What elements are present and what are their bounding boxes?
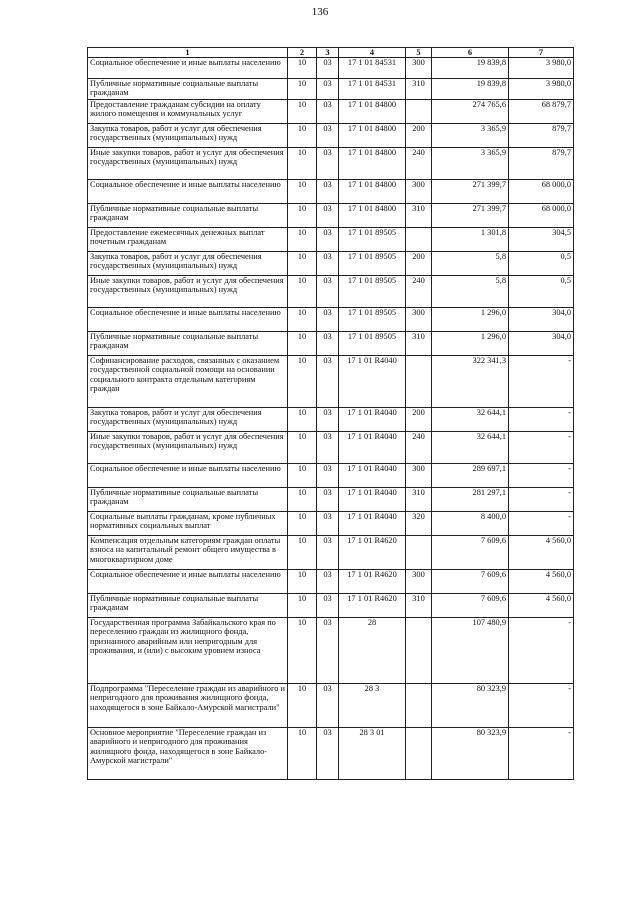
row-amount-federal: 304,0 (509, 332, 574, 356)
row-expense-type: 300 (406, 308, 432, 332)
row-amount-total: 1 301,8 (432, 228, 509, 252)
row-amount-federal: - (509, 408, 574, 432)
row-name: Социальное обеспечение и иные выплаты населению (88, 180, 288, 204)
row-subsection: 03 (317, 512, 339, 536)
row-name: Государственная программа Забайкальского края по переселению граждан из жилищного фонда, признанного аварийным или непригодным для проживания, и (или) с высоким уровнем износа (88, 618, 288, 684)
table-row (88, 276, 574, 308)
row-name: Компенсация отдельным категориям граждан оплаты взноса на капитальный ремонт общего имущества в многоквартирном доме (88, 536, 288, 570)
row-target-article: 17 1 01 89505 (339, 228, 406, 252)
row-section: 10 (288, 618, 317, 684)
row-target-article: 17 1 01 R4620 (339, 570, 406, 594)
row-amount-total: 8 400,0 (432, 512, 509, 536)
row-target-article: 17 1 01 89505 (339, 308, 406, 332)
row-amount-total: 7 609,6 (432, 570, 509, 594)
row-name: Публичные нормативные социальные выплаты гражданам (88, 79, 288, 100)
row-target-article: 17 1 01 84531 (339, 58, 406, 79)
row-subsection: 03 (317, 408, 339, 432)
row-section: 10 (288, 432, 317, 464)
row-section: 10 (288, 100, 317, 124)
table-row (88, 180, 574, 204)
table-row (88, 204, 574, 228)
row-expense-type (406, 356, 432, 408)
row-subsection: 03 (317, 180, 339, 204)
row-amount-federal: 4 560,0 (509, 570, 574, 594)
row-amount-total: 289 697,1 (432, 464, 509, 488)
row-section: 10 (288, 148, 317, 180)
row-expense-type: 240 (406, 148, 432, 180)
row-section: 10 (288, 728, 317, 780)
row-subsection: 03 (317, 148, 339, 180)
row-amount-total: 19 839,8 (432, 58, 509, 79)
row-amount-total: 1 296,0 (432, 308, 509, 332)
row-amount-federal: 4 560,0 (509, 594, 574, 618)
row-subsection: 03 (317, 488, 339, 512)
row-amount-total: 32 644,1 (432, 408, 509, 432)
row-section: 10 (288, 488, 317, 512)
row-target-article: 17 1 01 R4040 (339, 356, 406, 408)
column-header-5: 5 (406, 48, 432, 58)
column-header-6: 6 (432, 48, 509, 58)
row-subsection: 03 (317, 308, 339, 332)
row-target-article: 17 1 01 R4040 (339, 488, 406, 512)
row-name: Подпрограмма "Переселение граждан из аварийного и непригодного для проживания жилищного фонда, находящегося в зоне Байкало-Амурской магистрали" (88, 684, 288, 728)
row-amount-federal: - (509, 512, 574, 536)
row-amount-federal: 879,7 (509, 124, 574, 148)
row-subsection: 03 (317, 594, 339, 618)
row-amount-total: 5,8 (432, 276, 509, 308)
row-amount-federal: - (509, 464, 574, 488)
row-amount-total: 3 365,9 (432, 148, 509, 180)
row-expense-type: 240 (406, 432, 432, 464)
row-amount-total: 80 323,9 (432, 728, 509, 780)
row-subsection: 03 (317, 432, 339, 464)
row-subsection: 03 (317, 356, 339, 408)
table-row (88, 464, 574, 488)
row-target-article: 17 1 01 84800 (339, 100, 406, 124)
row-amount-total: 271 399,7 (432, 204, 509, 228)
row-amount-federal: 879,7 (509, 148, 574, 180)
row-name: Публичные нормативные социальные выплаты гражданам (88, 332, 288, 356)
table-row (88, 148, 574, 180)
row-section: 10 (288, 276, 317, 308)
table-row (88, 432, 574, 464)
row-expense-type: 200 (406, 408, 432, 432)
row-subsection: 03 (317, 570, 339, 594)
row-amount-total: 274 765,6 (432, 100, 509, 124)
row-section: 10 (288, 204, 317, 228)
row-section: 10 (288, 252, 317, 276)
row-subsection: 03 (317, 252, 339, 276)
column-header-4: 4 (339, 48, 406, 58)
table-row (88, 79, 574, 100)
row-expense-type: 200 (406, 252, 432, 276)
row-target-article: 17 1 01 89505 (339, 332, 406, 356)
row-subsection: 03 (317, 204, 339, 228)
row-name: Социальное обеспечение и иные выплаты населению (88, 570, 288, 594)
row-subsection: 03 (317, 276, 339, 308)
row-amount-federal: 304,0 (509, 308, 574, 332)
row-expense-type (406, 536, 432, 570)
table-row (88, 332, 574, 356)
row-section: 10 (288, 570, 317, 594)
row-target-article: 17 1 01 R4620 (339, 594, 406, 618)
page-number: 136 (311, 6, 329, 18)
row-expense-type: 310 (406, 332, 432, 356)
row-name: Публичные нормативные социальные выплаты гражданам (88, 204, 288, 228)
row-amount-total: 271 399,7 (432, 180, 509, 204)
row-name: Иные закупки товаров, работ и услуг для обеспечения государственных (муниципальных) нужд (88, 276, 288, 308)
row-amount-total: 32 644,1 (432, 432, 509, 464)
row-name: Иные закупки товаров, работ и услуг для обеспечения государственных (муниципальных) нужд (88, 432, 288, 464)
column-header-7: 7 (509, 48, 574, 58)
row-subsection: 03 (317, 728, 339, 780)
row-expense-type: 300 (406, 464, 432, 488)
row-subsection: 03 (317, 464, 339, 488)
row-section: 10 (288, 124, 317, 148)
row-amount-total: 1 296,0 (432, 332, 509, 356)
table-row (88, 124, 574, 148)
row-target-article: 28 3 (339, 684, 406, 728)
row-name: Социальные выплаты гражданам, кроме публичных нормативных социальных выплат (88, 512, 288, 536)
row-name: Предоставление ежемесячных денежных выплат почетным гражданам (88, 228, 288, 252)
row-target-article: 28 (339, 618, 406, 684)
row-section: 10 (288, 536, 317, 570)
row-amount-federal: - (509, 618, 574, 684)
row-amount-total: 322 341,3 (432, 356, 509, 408)
row-section: 10 (288, 58, 317, 79)
row-amount-federal: 68 000,0 (509, 180, 574, 204)
row-expense-type: 320 (406, 512, 432, 536)
row-subsection: 03 (317, 124, 339, 148)
row-target-article: 17 1 01 R4040 (339, 408, 406, 432)
table-row (88, 356, 574, 408)
table-row (88, 408, 574, 432)
row-amount-total: 3 365,9 (432, 124, 509, 148)
row-name: Публичные нормативные социальные выплаты гражданам (88, 594, 288, 618)
row-name: Социальное обеспечение и иные выплаты населению (88, 464, 288, 488)
row-name: Социальное обеспечение и иные выплаты населению (88, 308, 288, 332)
row-name: Закупка товаров, работ и услуг для обеспечения государственных (муниципальных) нужд (88, 252, 288, 276)
row-target-article: 17 1 01 84800 (339, 148, 406, 180)
table-row (88, 252, 574, 276)
row-expense-type: 200 (406, 124, 432, 148)
row-target-article: 17 1 01 R4040 (339, 432, 406, 464)
row-section: 10 (288, 408, 317, 432)
row-expense-type (406, 684, 432, 728)
row-name: Софинансирование расходов, связанных с оказанием государственной социальной помощи на основании социального контракта отдельным категориям граждан (88, 356, 288, 408)
row-amount-total: 7 609,6 (432, 536, 509, 570)
row-amount-federal: 304,5 (509, 228, 574, 252)
row-name: Иные закупки товаров, работ и услуг для обеспечения государственных (муниципальных) нужд (88, 148, 288, 180)
table-row (88, 488, 574, 512)
row-amount-total: 107 480,9 (432, 618, 509, 684)
row-section: 10 (288, 512, 317, 536)
table-row (88, 594, 574, 618)
row-expense-type (406, 728, 432, 780)
row-target-article: 17 1 01 89505 (339, 276, 406, 308)
row-target-article: 17 1 01 84800 (339, 204, 406, 228)
row-subsection: 03 (317, 100, 339, 124)
row-expense-type (406, 100, 432, 124)
row-expense-type: 300 (406, 570, 432, 594)
row-subsection: 03 (317, 536, 339, 570)
table-header-row (88, 48, 574, 58)
row-expense-type: 240 (406, 276, 432, 308)
row-target-article: 17 1 01 R4620 (339, 536, 406, 570)
row-expense-type: 310 (406, 488, 432, 512)
row-amount-federal: 68 000,0 (509, 204, 574, 228)
row-expense-type (406, 228, 432, 252)
row-amount-federal: 0,5 (509, 276, 574, 308)
row-expense-type: 310 (406, 594, 432, 618)
row-name: Закупка товаров, работ и услуг для обеспечения государственных (муниципальных) нужд (88, 124, 288, 148)
row-amount-total: 281 297,1 (432, 488, 509, 512)
budget-table (87, 47, 574, 780)
row-section: 10 (288, 594, 317, 618)
row-subsection: 03 (317, 58, 339, 79)
row-target-article: 17 1 01 R4040 (339, 464, 406, 488)
row-amount-total: 5,8 (432, 252, 509, 276)
row-amount-federal: 0,5 (509, 252, 574, 276)
row-expense-type: 300 (406, 180, 432, 204)
row-expense-type: 300 (406, 58, 432, 79)
column-header-3: 3 (317, 48, 339, 58)
row-amount-total: 7 609,6 (432, 594, 509, 618)
row-section: 10 (288, 464, 317, 488)
table-row (88, 728, 574, 780)
row-section: 10 (288, 684, 317, 728)
row-amount-federal: 3 980,0 (509, 79, 574, 100)
row-amount-federal: - (509, 432, 574, 464)
row-subsection: 03 (317, 79, 339, 100)
table-row (88, 536, 574, 570)
row-section: 10 (288, 228, 317, 252)
column-header-1: 1 (88, 48, 288, 58)
row-amount-federal: - (509, 684, 574, 728)
row-name: Основное мероприятие "Переселение граждан из аварийного и непригодного для проживания жилищного фонда, находящегося в зоне Байкало-Амурской магистрали" (88, 728, 288, 780)
row-target-article: 17 1 01 89505 (339, 252, 406, 276)
row-target-article: 17 1 01 R4040 (339, 512, 406, 536)
row-amount-federal: 4 560,0 (509, 536, 574, 570)
row-subsection: 03 (317, 618, 339, 684)
row-amount-federal: - (509, 356, 574, 408)
row-name: Публичные нормативные социальные выплаты гражданам (88, 488, 288, 512)
row-subsection: 03 (317, 684, 339, 728)
row-expense-type (406, 618, 432, 684)
row-target-article: 17 1 01 84800 (339, 124, 406, 148)
row-name: Предоставление гражданам субсидии на оплату жилого помещения и коммунальных услуг (88, 100, 288, 124)
table-row (88, 228, 574, 252)
table-row (88, 684, 574, 728)
row-section: 10 (288, 79, 317, 100)
row-target-article: 17 1 01 84800 (339, 180, 406, 204)
table-row (88, 570, 574, 594)
row-section: 10 (288, 332, 317, 356)
table-row (88, 100, 574, 124)
row-amount-federal: - (509, 488, 574, 512)
table-row (88, 308, 574, 332)
row-target-article: 28 3 01 (339, 728, 406, 780)
row-amount-total: 19 839,8 (432, 79, 509, 100)
row-name: Закупка товаров, работ и услуг для обеспечения государственных (муниципальных) нужд (88, 408, 288, 432)
row-amount-federal: 68 879,7 (509, 100, 574, 124)
row-amount-total: 80 323,9 (432, 684, 509, 728)
row-section: 10 (288, 180, 317, 204)
row-section: 10 (288, 356, 317, 408)
row-name: Социальное обеспечение и иные выплаты населению (88, 58, 288, 79)
row-target-article: 17 1 01 84531 (339, 79, 406, 100)
row-subsection: 03 (317, 332, 339, 356)
row-amount-federal: 3 980,0 (509, 58, 574, 79)
row-expense-type: 310 (406, 204, 432, 228)
column-header-2: 2 (288, 48, 317, 58)
table-row (88, 58, 574, 79)
row-section: 10 (288, 308, 317, 332)
row-amount-federal: - (509, 728, 574, 780)
table-row (88, 512, 574, 536)
table-row (88, 618, 574, 684)
row-subsection: 03 (317, 228, 339, 252)
row-expense-type: 310 (406, 79, 432, 100)
